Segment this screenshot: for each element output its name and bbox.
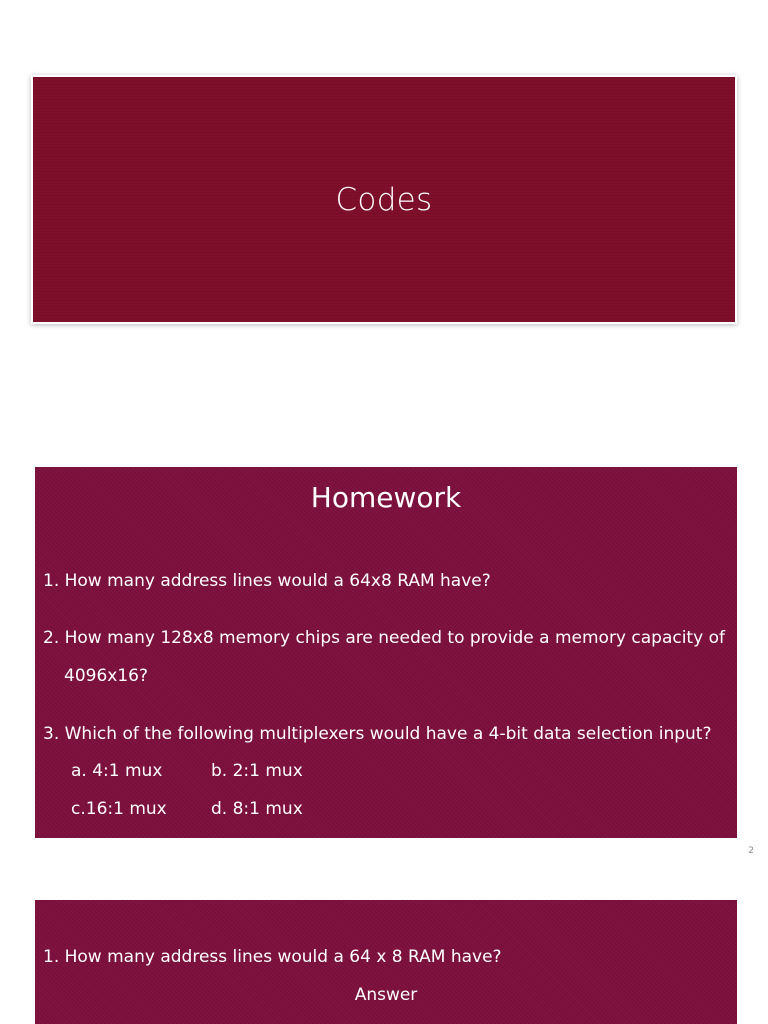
option-b: b. 2:1 mux: [211, 761, 303, 781]
slide-title: Homework: [310, 481, 462, 514]
slide-title: Codes: [335, 182, 433, 218]
title-slide: [33, 77, 735, 322]
page-number: 2: [748, 846, 754, 856]
option-c: c.16:1 mux: [71, 799, 167, 819]
question-3: 3. Which of the following multiplexers would have a 4-bit data selection input?: [43, 724, 712, 744]
answer-label: Answer: [354, 985, 418, 1005]
option-a: a. 4:1 mux: [71, 761, 163, 781]
question-1: 1. How many address lines would a 64 x 8 RAM have?: [43, 947, 502, 967]
question-1: 1. How many address lines would a 64x8 RAM have?: [43, 571, 491, 591]
homework-slide: [35, 467, 737, 838]
option-d: d. 8:1 mux: [211, 799, 303, 819]
question-2: 2. How many 128x8 memory chips are needed to provide a memory capacity of: [43, 628, 725, 648]
question-2-continuation: 4096x16?: [64, 666, 148, 686]
answer-slide: [35, 900, 737, 1024]
